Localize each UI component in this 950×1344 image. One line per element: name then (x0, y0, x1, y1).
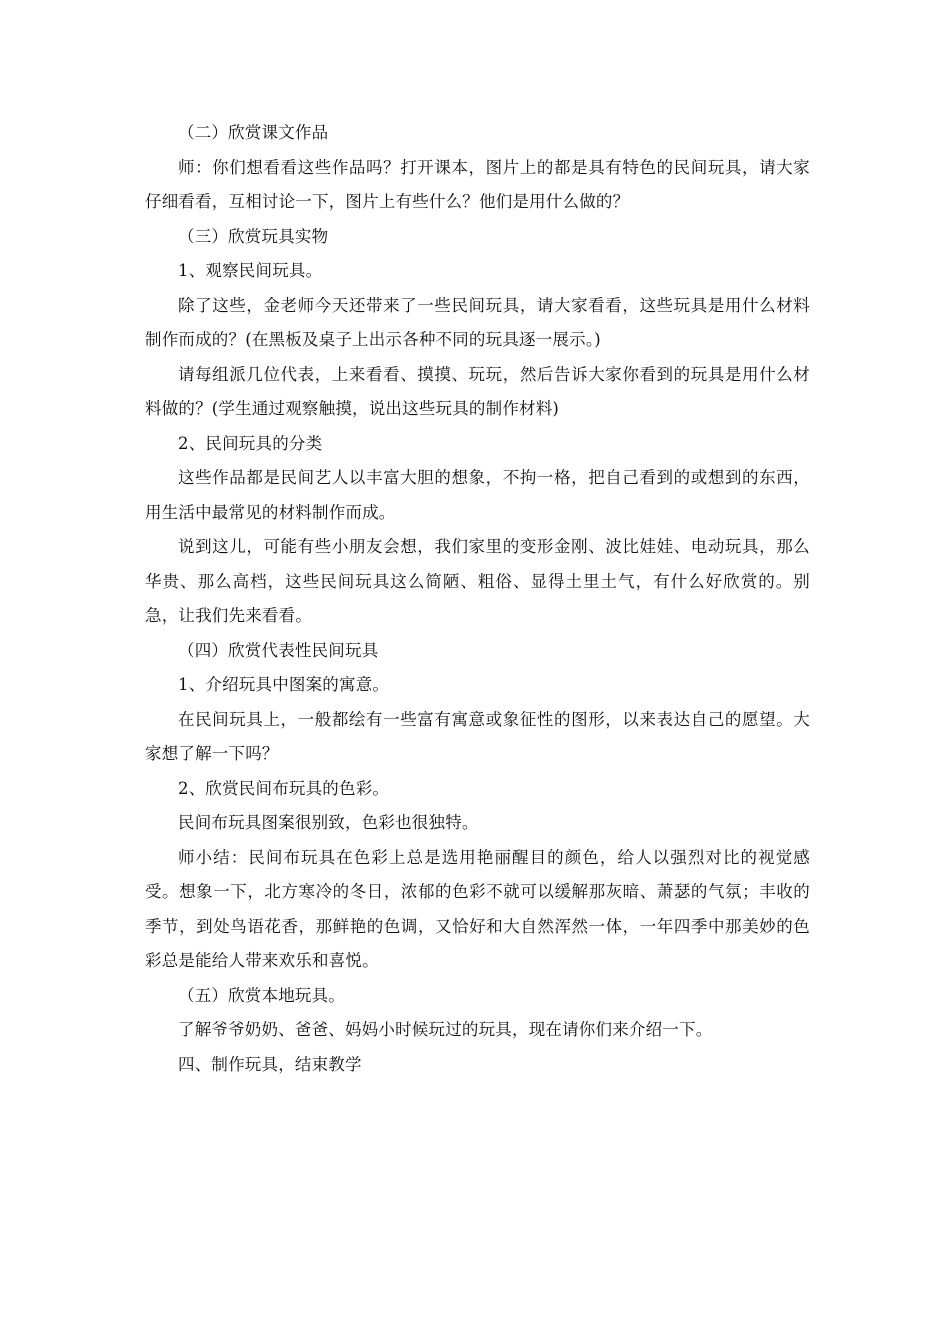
paragraph-teacher-summary: 师小结：民间布玩具在色彩上总是选用艳丽醒目的颜色，给人以强烈对比的视觉感受。想象一下，北方寒冷的冬日，浓郁的色彩不就可以缓解那灰暗、萧瑟的气氛；丰收的季节，到处鸟语花香，那鲜艳的色调，又恰好和大自然浑然一体，一年四季中那美妙的色彩总是能给人带来欢乐和喜悦。 (145, 847, 810, 970)
paragraph-symbolic-patterns: 在民间玩具上，一般都绘有一些富有寓意或象征性的图形，以来表达自己的愿望。大家想了解一下吗？ (145, 709, 810, 763)
subheading-pattern-meaning: 1、介绍玩具中图案的寓意。 (178, 675, 390, 694)
section-heading-local-toys: （五）欣赏本地玩具。 (178, 985, 345, 1005)
subheading-observe-folk-toys: 1、观察民间玩具。 (178, 261, 323, 280)
section-heading-appreciate-toy-objects: （三）欣赏玩具实物 (178, 226, 329, 246)
paragraph-cloth-toy-patterns: 民间布玩具图案很别致，色彩也很独特。 (178, 813, 479, 832)
paragraph-group-representatives: 请每组派几位代表，上来看看、摸摸、玩玩，然后告诉大家你看到的玩具是用什么材料做的？(学生通过观察触摸，说出这些玩具的制作材料) (145, 364, 810, 418)
paragraph-modern-vs-folk-toys: 说到这儿，可能有些小朋友会想，我们家里的变形金刚、波比娃娃、电动玩具，那么华贵、那么高档，这些民间玩具这么简陋、粗俗、显得土里土气，有什么好欣赏的。别急，让我们先来看看。 (145, 537, 810, 625)
subheading-toy-classification: 2、民间玩具的分类 (178, 433, 323, 453)
section-heading-representative-toys: （四）欣赏代表性民间玩具 (178, 640, 379, 660)
paragraph-textbook-discussion: 师：你们想看看这些作品吗？打开课本，图片上的都是具有特色的民间玩具，请大家仔细看看，互相讨论一下，图片上有些什么？他们是用什么做的？ (145, 157, 810, 211)
section-heading-make-toys: 四、制作玩具，结束教学 (178, 1054, 362, 1074)
document-body (145, 116, 810, 1082)
paragraph-teacher-brought-toys: 除了这些，金老师今天还带来了一些民间玩具，请大家看看，这些玩具是用什么材料制作而成的？(在黑板及桌子上出示各种不同的玩具逐一展示。) (145, 295, 810, 349)
subheading-cloth-toy-colors: 2、欣赏民间布玩具的色彩。 (178, 778, 390, 798)
section-heading-appreciate-textbook-works: （二）欣赏课文作品 (178, 123, 329, 142)
paragraph-grandparents-toys: 了解爷爷奶奶、爸爸、妈妈小时候玩过的玩具，现在请你们来介绍一下。 (178, 1020, 713, 1039)
paragraph-folk-artists: 这些作品都是民间艺人以丰富大胆的想象，不拘一格，把自己看到的或想到的东西，用生活中最常见的材料制作而成。 (145, 468, 810, 522)
